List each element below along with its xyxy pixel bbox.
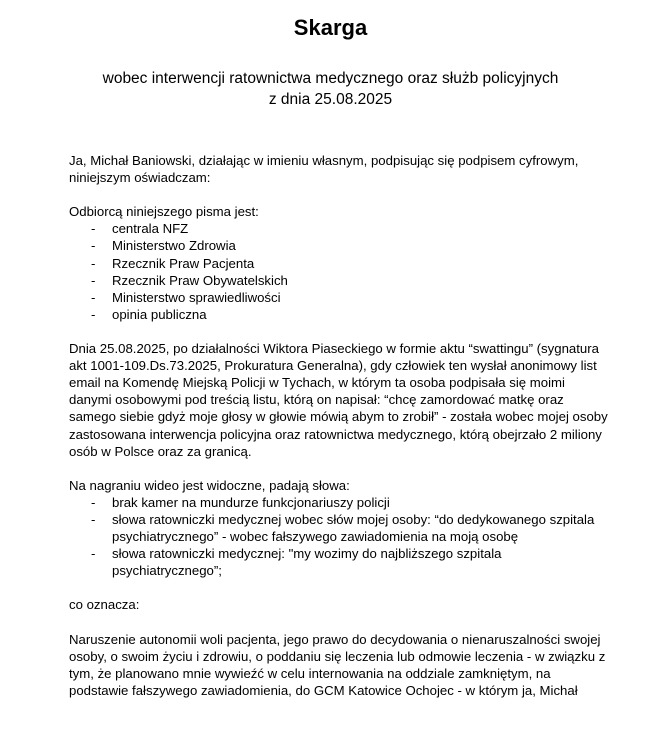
subtitle-line-1: wobec interwencji ratownictwa medycznego oraz służb policyjnych: [102, 70, 559, 87]
dash-bullet-icon: -: [91, 272, 96, 288]
list-item: - centrala NFZ: [91, 221, 189, 237]
list-item: - Rzecznik Praw Pacjenta: [91, 255, 255, 271]
document-body: [69, 152, 609, 699]
dash-bullet-icon: -: [91, 221, 96, 237]
dash-bullet-icon: -: [91, 238, 96, 254]
dash-bullet-icon: -: [91, 255, 96, 271]
dash-bullet-icon: -: [91, 546, 96, 562]
dash-bullet-icon: -: [91, 511, 96, 527]
list-item: - Ministerstwo sprawiedliwości: [91, 289, 281, 305]
dash-bullet-icon: -: [91, 494, 96, 510]
intro-paragraph: Ja, Michał Baniowski, działając w imieniu własnym, podpisując się podpisem cyfrowym, niniejszym oświadczam:: [69, 153, 579, 186]
dash-bullet-icon: -: [91, 306, 96, 322]
dash-bullet-icon: -: [91, 289, 96, 305]
list-item: - brak kamer na mundurze funkcjonariuszy policji: [91, 494, 390, 510]
list-item: - opinia publiczna: [91, 306, 207, 322]
list-item: - słowa ratowniczki medycznej: "my wozimy do najbliższego szpitala psychiatrycznego”;: [91, 546, 502, 579]
document-title: Skarga: [293, 15, 368, 40]
recipients-list: [69, 220, 609, 323]
incident-paragraph: Dnia 25.08.2025, po działalności Wiktora Piaseckiego w formie aktu “swattingu” (sygnatura akt 1001-109.Ds.73.2025, Prokuratura Generalna), gdy człowiek ten wysłał anonimowy list email na Komendę Miejską Policji w Tychach, w którym ta osoba podpisała się moimi danymi osobowymi pod treścią listu, którą on napisał: “chcę zamordować matkę oraz samego siebie gdyż moje głosy w głowie mówią abym to zrobił” - została wobec mojej osoby zastosowana interwencja policyjna oraz ratownictwa medycznego, którą obejrzało 2 miliony osób w Polsce oraz za granicą.: [69, 341, 608, 459]
list-item: - Rzecznik Praw Obywatelskich: [91, 272, 288, 288]
list-item: - Ministerstwo Zdrowia: [91, 238, 236, 254]
meaning-label: co oznacza:: [69, 597, 140, 613]
video-points-list: [69, 494, 609, 579]
autonomy-paragraph: Naruszenie autonomii woli pacjenta, jego prawo do decydowania o nienaruszalności swojej osoby, o swoim życiu i zdrowiu, o poddaniu się leczenia lub odmowie leczenia - w związku z tym, że planowano mnie wywieźć w celu internowania na oddziale zamkniętym, na podstawie fałszywego zawiadomienia, do GCM Katowice Ochojec - w którym ja, Michał: [69, 631, 606, 698]
recipients-heading: Odbiorcą niniejszego pisma jest:: [69, 204, 259, 220]
document-subtitle: [0, 68, 661, 110]
subtitle-date: z dnia 25.08.2025: [268, 91, 393, 108]
list-item: - słowa ratowniczki medycznej wobec słów mojej osoby: “do dedykowanego szpitala psychiatrycznego” - wobec fałszywego zawiadomienia na moją osobę: [91, 511, 595, 545]
video-heading: Na nagraniu wideo jest widoczne, padają słowa:: [69, 477, 350, 493]
